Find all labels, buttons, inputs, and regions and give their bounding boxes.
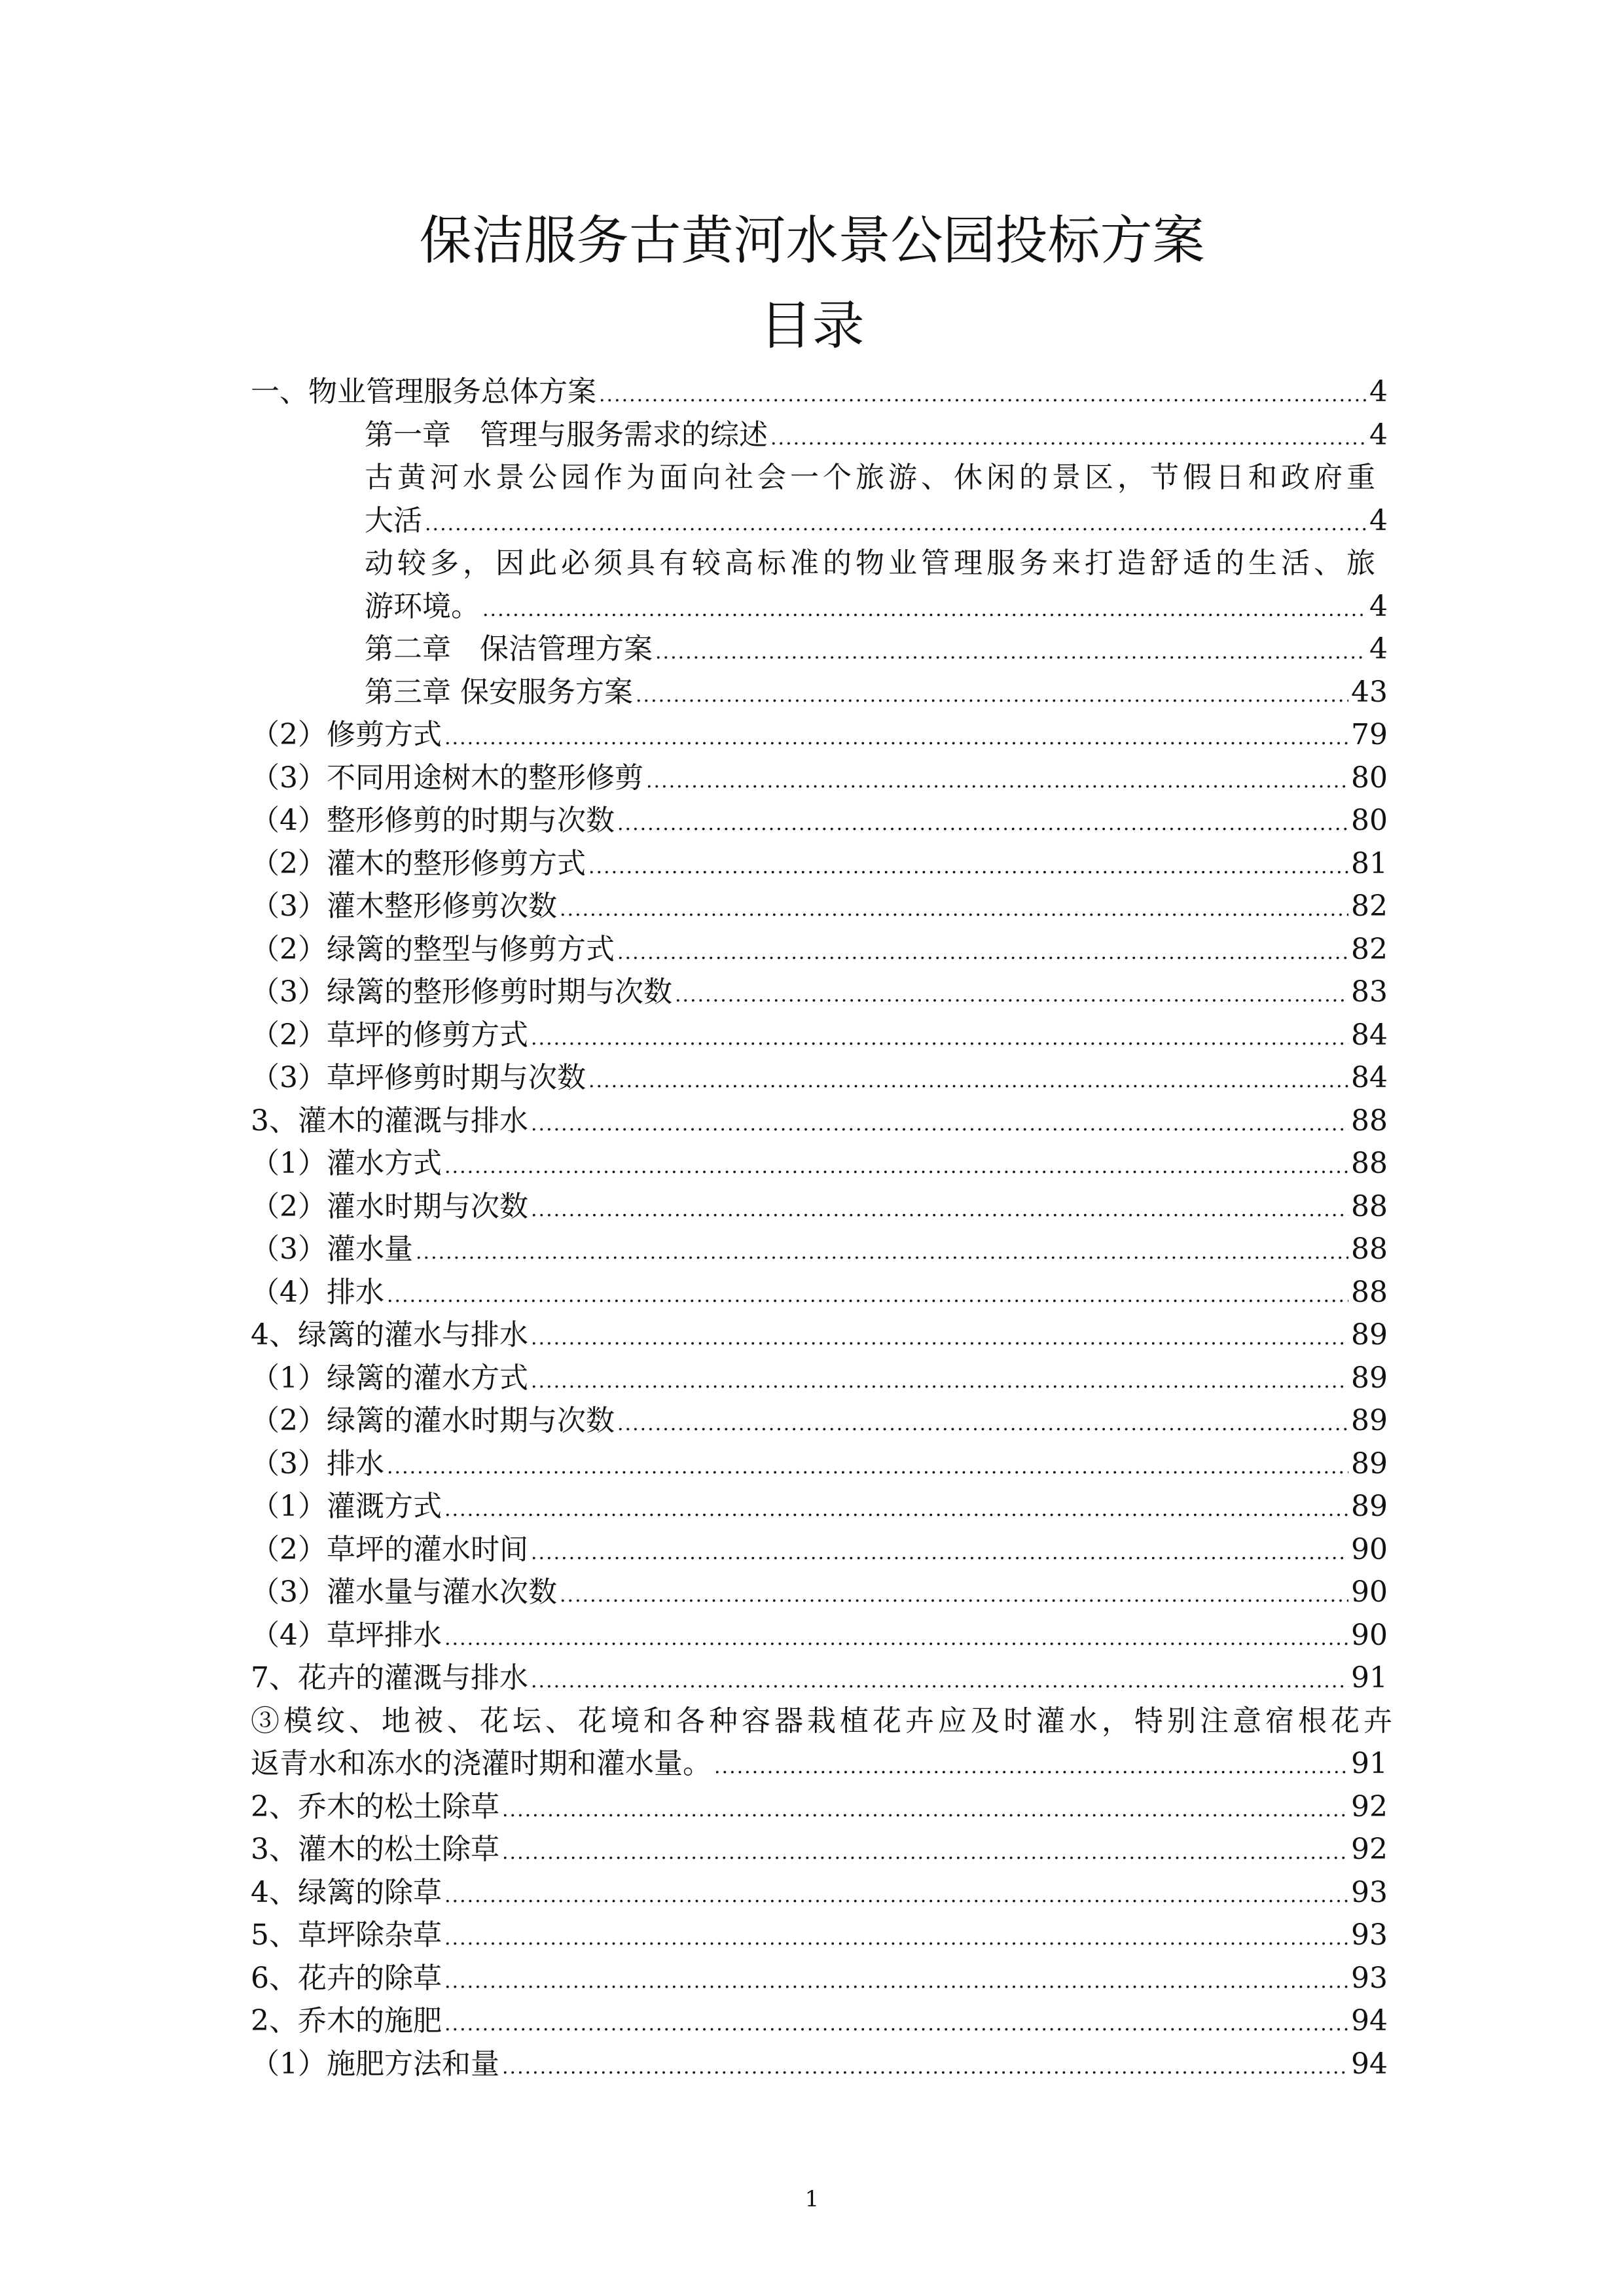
toc-entry-text: 7、花卉的灌溉与排水	[251, 1661, 528, 1695]
toc-entry[interactable]	[251, 1228, 1388, 1271]
toc-entry[interactable]	[251, 1100, 1388, 1143]
toc-entry[interactable]	[251, 842, 1388, 886]
toc-entry[interactable]	[251, 1571, 1388, 1614]
toc-entry-page: 84	[1351, 1018, 1388, 1052]
toc-entry-page: 90	[1351, 1532, 1388, 1566]
toc-entry-page: 89	[1351, 1361, 1388, 1395]
toc-entry[interactable]	[251, 713, 1388, 757]
toc-entry[interactable]	[251, 499, 1388, 543]
dot-leader	[444, 2000, 1348, 2046]
toc-entry-page: 82	[1351, 889, 1388, 923]
toc-entry-text: 一、物业管理服务总体方案	[251, 375, 596, 408]
page-number: 1	[804, 2186, 820, 2212]
toc-entry-page: 92	[1351, 1789, 1388, 1823]
toc-entry-text: 4、绿篱的灌水与排水	[251, 1318, 528, 1352]
toc-entry-continued-text	[251, 1700, 1396, 1743]
toc-entry-page: 92	[1351, 1833, 1388, 1866]
toc-entry-text: （2）修剪方式	[251, 718, 442, 751]
dot-leader	[502, 1828, 1348, 1874]
dot-leader	[617, 799, 1348, 846]
toc-entry-page: 79	[1351, 718, 1388, 751]
toc-entry-page: 88	[1351, 1147, 1388, 1180]
dot-leader	[444, 1142, 1348, 1189]
toc-entry-text: 大活	[365, 503, 422, 537]
dot-leader	[444, 1914, 1348, 1960]
dot-leader	[482, 585, 1367, 632]
toc-entry-text: （4）整形修剪的时期与次数	[251, 804, 615, 837]
toc-entry-page: 84	[1351, 1061, 1388, 1094]
dot-leader	[502, 1785, 1348, 1832]
toc-entry-text: （4）草坪排水	[251, 1618, 442, 1652]
dot-leader	[531, 1014, 1348, 1060]
toc-entry-page: 94	[1351, 2047, 1388, 2081]
toc-entry-text: ③模纹、地被、花坛、花境和各种容器栽植花卉应及时灌水，特别注意宿根花卉	[251, 1704, 1396, 1738]
toc-entry-text: （3）灌水量与灌水次数	[251, 1575, 557, 1609]
dot-leader	[617, 928, 1348, 975]
toc-entry-page: 88	[1351, 1103, 1388, 1138]
toc-entry-text: （3）不同用途树木的整形修剪	[251, 761, 643, 795]
toc-entry-text: （3）灌木整形修剪次数	[251, 889, 557, 923]
toc-entry-page: 93	[1351, 1875, 1388, 1909]
toc-entry[interactable]	[251, 1657, 1388, 1700]
toc-entry-text: （1）灌溉方式	[251, 1490, 442, 1523]
toc-entry-page: 88	[1351, 1232, 1388, 1266]
dot-leader	[560, 885, 1348, 931]
toc-entry-text: 古黄河水景公园作为面向社会一个旅游、休闲的景区，节假日和政府重	[365, 461, 1379, 494]
toc-entry-text: 5、草坪除杂草	[251, 1918, 442, 1952]
dot-leader	[444, 1614, 1348, 1660]
dot-leader	[387, 1271, 1348, 1318]
dot-leader	[502, 2043, 1348, 2089]
toc-entry-page: 93	[1351, 1918, 1388, 1952]
toc-entry-page: 43	[1351, 675, 1388, 709]
toc-entry-text: 2、乔木的施肥	[251, 2004, 442, 2037]
toc-entry[interactable]	[251, 1443, 1388, 1486]
toc-entry-page: 89	[1351, 1404, 1388, 1437]
dot-leader	[560, 1571, 1348, 1617]
dot-leader	[444, 1485, 1348, 1532]
document-title: 保洁服务古黄河水景公园投标方案	[419, 210, 1205, 271]
dot-leader	[675, 971, 1348, 1017]
toc-entry[interactable]	[251, 1614, 1388, 1657]
toc-entry-text: （1）灌水方式	[251, 1147, 442, 1180]
toc-entry-text: （4）排水	[251, 1275, 384, 1309]
toc-entry-page: 83	[1351, 975, 1388, 1009]
toc-entry-page: 88	[1351, 1189, 1388, 1223]
toc-entry-text: 游环境。	[365, 589, 480, 623]
dot-leader	[387, 1443, 1348, 1489]
toc-entry-text: （2）绿篱的灌水时期与次数	[251, 1404, 615, 1437]
toc-entry[interactable]	[251, 2043, 1388, 2086]
toc-entry-page: 89	[1351, 1490, 1388, 1523]
toc-entry-page: 91	[1351, 1661, 1388, 1695]
toc-entry-page: 81	[1351, 846, 1388, 880]
dot-leader	[416, 1228, 1348, 1274]
dot-leader	[646, 757, 1348, 803]
toc-entry-text: （3）草坪修剪时期与次数	[251, 1061, 586, 1094]
toc-entry-text: （2）灌水时期与次数	[251, 1189, 528, 1223]
toc-entry-text: 4、绿篱的除草	[251, 1875, 442, 1909]
dot-leader	[531, 1657, 1348, 1703]
dot-leader	[425, 499, 1367, 546]
toc-entry[interactable]	[251, 1014, 1388, 1057]
toc-entry-page: 90	[1351, 1575, 1388, 1609]
toc-entry[interactable]	[251, 1485, 1388, 1528]
dot-leader	[531, 1357, 1348, 1403]
toc-entry[interactable]	[251, 1742, 1388, 1785]
dot-leader	[444, 713, 1348, 760]
toc-entry-text: （2）绿篱的整型与修剪方式	[251, 932, 615, 966]
toc-entry-page: 90	[1351, 1618, 1388, 1652]
toc-entry[interactable]	[251, 928, 1388, 971]
toc-entry[interactable]	[251, 1056, 1388, 1100]
toc-entry[interactable]	[251, 799, 1388, 842]
toc-entry[interactable]	[251, 1185, 1388, 1229]
toc-entry-text: （3）绿篱的整形修剪时期与次数	[251, 975, 672, 1009]
toc-entry[interactable]	[251, 1957, 1388, 2000]
dot-leader	[617, 1399, 1348, 1446]
toc-entry[interactable]	[251, 2000, 1388, 2043]
toc-entry[interactable]	[251, 757, 1388, 800]
toc-entry-page: 89	[1351, 1446, 1388, 1480]
toc-entry-text: 3、灌木的灌溉与排水	[251, 1103, 528, 1138]
toc-entry-page: 82	[1351, 932, 1388, 966]
toc-entry[interactable]	[251, 971, 1388, 1014]
dot-leader	[531, 1314, 1348, 1360]
toc-entry-page: 4	[1369, 375, 1388, 408]
toc-entry-page: 93	[1351, 1961, 1388, 1995]
toc-entry-text: 动较多，因此必须具有较高标准的物业管理服务来打造舒适的生活、旅	[365, 547, 1379, 580]
toc-heading: 目录	[759, 295, 865, 356]
toc-entry[interactable]	[251, 370, 1388, 414]
toc-entry[interactable]	[251, 671, 1388, 714]
toc-entry[interactable]	[251, 628, 1388, 671]
toc-entry-text: 第一章 管理与服务需求的综述	[365, 418, 768, 452]
toc-entry-text: 2、乔木的松土除草	[251, 1789, 499, 1823]
toc-entry[interactable]	[251, 1142, 1388, 1185]
toc-entry[interactable]	[251, 585, 1388, 628]
toc-entry[interactable]	[251, 1871, 1388, 1914]
toc-entry-text: 第三章 保安服务方案	[365, 675, 633, 709]
toc-entry[interactable]	[251, 414, 1388, 457]
toc-entry-text: （3）灌水量	[251, 1232, 413, 1266]
toc-entry[interactable]	[251, 1357, 1388, 1400]
dot-leader	[531, 1100, 1348, 1146]
toc-entry-page: 94	[1351, 2004, 1388, 2037]
table-of-contents	[251, 370, 1396, 2085]
dot-leader	[588, 842, 1348, 889]
dot-leader	[636, 671, 1348, 717]
toc-entry-text: （2）灌木的整形修剪方式	[251, 846, 586, 880]
toc-entry[interactable]	[251, 1399, 1388, 1443]
dot-leader	[655, 628, 1367, 674]
toc-entry[interactable]	[251, 1314, 1388, 1357]
toc-entry-page: 4	[1369, 418, 1388, 452]
toc-entry[interactable]	[251, 1528, 1388, 1571]
toc-entry-text: 返青水和冻水的浇灌时期和灌水量。	[251, 1747, 712, 1780]
toc-entry[interactable]	[251, 1914, 1388, 1957]
dot-leader	[770, 414, 1367, 460]
toc-entry-page: 4	[1369, 589, 1388, 623]
toc-entry-page: 4	[1369, 632, 1388, 666]
dot-leader	[714, 1742, 1348, 1789]
toc-entry-page: 4	[1369, 503, 1388, 537]
toc-entry-page: 89	[1351, 1318, 1388, 1352]
toc-entry-text: （1）绿篱的灌水方式	[251, 1361, 528, 1395]
dot-leader	[444, 1871, 1348, 1918]
dot-leader	[531, 1528, 1348, 1575]
toc-entry[interactable]	[251, 1271, 1388, 1314]
toc-entry-text: （1）施肥方法和量	[251, 2047, 499, 2081]
toc-entry-text: （2）草坪的修剪方式	[251, 1018, 528, 1052]
toc-entry-continued-text	[251, 542, 1388, 585]
toc-entry-page: 91	[1351, 1747, 1388, 1780]
dot-leader	[444, 1957, 1348, 2003]
toc-entry-continued-text	[251, 456, 1388, 499]
dot-leader	[588, 1056, 1348, 1103]
toc-entry-text: 第二章 保洁管理方案	[365, 632, 653, 666]
toc-entry-text: 3、灌木的松土除草	[251, 1833, 499, 1866]
dot-leader	[599, 370, 1367, 417]
toc-entry-page: 88	[1351, 1275, 1388, 1309]
toc-entry-page: 80	[1351, 761, 1388, 795]
toc-entry[interactable]	[251, 1785, 1388, 1829]
toc-entry-text: 6、花卉的除草	[251, 1961, 442, 1995]
toc-entry-text: （3）排水	[251, 1446, 384, 1480]
toc-entry-text: （2）草坪的灌水时间	[251, 1532, 528, 1566]
toc-entry[interactable]	[251, 885, 1388, 928]
dot-leader	[531, 1185, 1348, 1232]
toc-entry-page: 80	[1351, 804, 1388, 837]
toc-entry[interactable]	[251, 1828, 1388, 1871]
